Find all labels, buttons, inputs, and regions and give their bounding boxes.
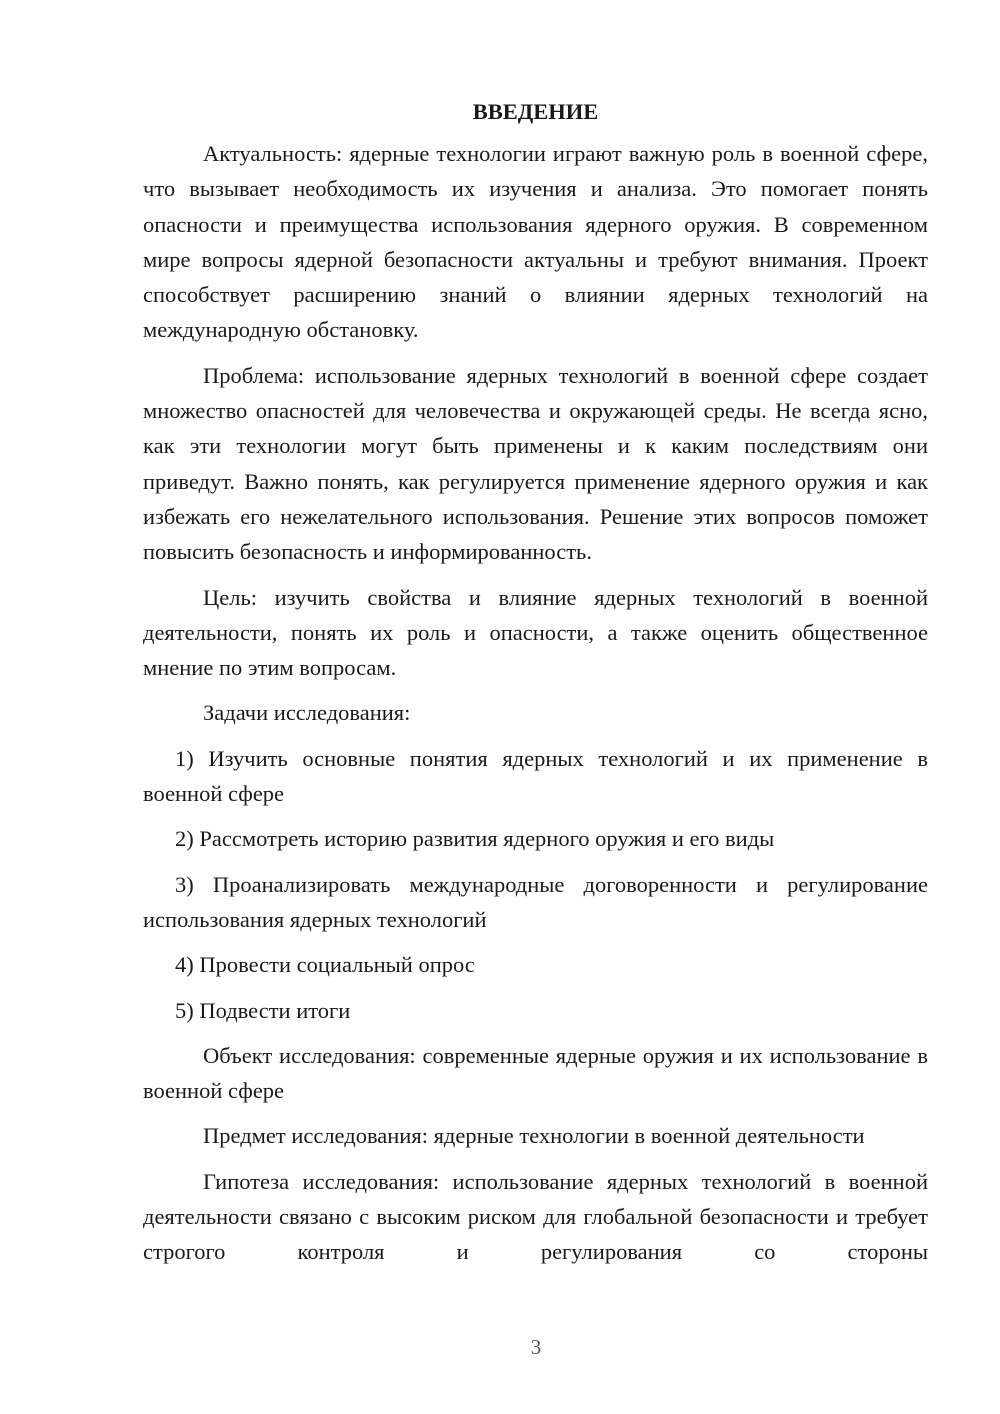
paragraph-subject: Предмет исследования: ядерные технологии в военной деятельности [203, 1123, 865, 1149]
document-page [143, 96, 928, 1280]
section-title: ВВЕДЕНИЕ [472, 99, 599, 124]
page-number: 3 [530, 1335, 542, 1359]
paragraph-hypothesis: Гипотеза исследования: использование ядерных технологий в военной деятельности связано с высоким риском для глобальной безопасности и требует строгого контроля и регулирования со стороны [143, 1168, 928, 1265]
paragraph-object: Объект исследования: современные ядерные оружия и их использование в военной сфере [143, 1042, 928, 1104]
task-item-5: 5) Подвести итоги [175, 997, 351, 1023]
task-item-1: 1) Изучить основные понятия ядерных технологий и их применение в военной сфере [143, 745, 928, 807]
paragraph-problem: Проблема: использование ядерных технологий в военной сфере создает множество опасностей для человечества и окружающей среды. Не всегда ясно, как эти технологии могут быть применены и к каким последствиям они приведут. Важно понять, как регулируется применение ядерного оружия и как избежать его нежелательного использования. Решение этих вопросов поможет повысить безопасность и информированность. [143, 362, 928, 565]
task-item-2: 2) Рассмотреть историю развития ядерного оружия и его виды [175, 826, 775, 852]
paragraph-goal: Цель: изучить свойства и влияние ядерных технологий в военной деятельности, понять их роль и опасности, а также оценить общественное мнение по этим вопросам. [143, 584, 928, 681]
task-item-4: 4) Провести социальный опрос [175, 952, 475, 978]
paragraph-relevance: Актуальность: ядерные технологии играют важную роль в военной сфере, что вызывает необходимость их изучения и анализа. Это помогает понять опасности и преимущества использования ядерного оружия. В современном мире вопросы ядерной безопасности актуальны и требуют внимания. Проект способствует расширению знаний о влиянии ядерных технологий на международную обстановку. [143, 141, 928, 343]
paragraph-tasks-heading: Задачи исследования: [203, 700, 411, 726]
task-item-3: 3) Проанализировать международные договоренности и регулирование использования ядерных технологий [143, 871, 928, 932]
